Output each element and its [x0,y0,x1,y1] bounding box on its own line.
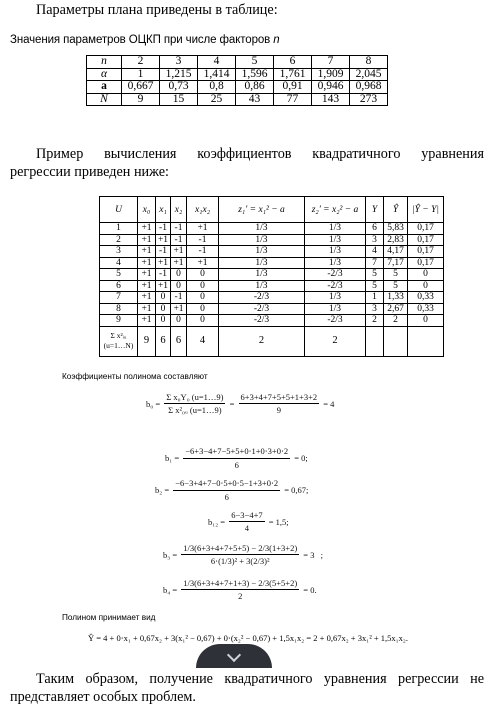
table2-cell: 0 [408,280,444,292]
formula-b4 [163,578,319,601]
table2-cell: -1 [187,246,219,258]
table2-cell: 5 [384,269,408,281]
table2-cell: 4 [100,257,138,269]
table2-row [100,280,444,292]
b0-lhs: b₀ = [146,398,161,409]
table2-cell: 7,17 [384,257,408,269]
table1-cell: 0,73 [160,81,198,94]
table1-cell: 77 [274,93,312,106]
table2-cell: +1 [187,223,219,235]
table2-cell: +1 [138,269,156,281]
table1-row [87,68,388,81]
formula-b1 [165,446,310,470]
table2-cell: 0 [171,269,187,281]
formula-b2 [155,478,310,502]
table1-cell: 2,045 [350,68,388,81]
table2-cell: -1 [171,223,187,235]
example-text-line2: регрессии приведен ниже: [10,164,169,180]
b3-numerator: 1/3(6+3+4+7+5+5) − 2/3(1+3+2) [183,543,298,553]
table1-caption-var: n [273,34,280,46]
table1-cell: 8 [350,56,388,69]
table2-cell: +1 [156,257,171,269]
table1-cell: 0,86 [236,81,274,94]
table2-cell: 5 [100,269,138,281]
table2-cell: +1 [138,315,156,327]
table2-cell: 0 [171,280,187,292]
table2-cell: -2/3 [219,292,305,304]
table2-cell: 1/3 [305,303,366,315]
table2-cell: 5 [366,269,384,281]
b2-result: = 0,67; [284,485,309,495]
table2-row [100,234,444,246]
table1-cell: 1,761 [274,68,312,81]
table2-cell: 3 [366,234,384,246]
table2-cell: 5,83 [384,223,408,235]
table2-cell: 0,33 [408,292,444,304]
table1-cell: 4 [198,56,236,69]
formula-b3 [163,543,325,567]
table2-cell: +1 [138,280,156,292]
table2-row [100,246,444,258]
table2-cell: +1 [138,303,156,315]
table2-cell: 1/3 [305,223,366,235]
table1-cell: 1,215 [160,68,198,81]
b0-denominator: Σ x²₀ᵤ (u=1…9) [168,405,222,415]
table1-cell: 0,968 [350,81,388,94]
table1-cell: 0,8 [198,81,236,94]
table2-sum-label: Σ x²ᵢᵤ (u=1…N) [100,326,138,356]
b1-denominator: 6 [234,460,239,470]
b2-denominator: 6 [224,492,229,502]
table2-cell: 0,17 [408,257,444,269]
b4-lhs: b₄ = [163,584,178,595]
table2-cell: 0 [408,315,444,327]
table2-cell: 0 [187,292,219,304]
table2-cell: 0 [156,292,171,304]
b4-numerator: 1/3(6+3+4+7+1+3) − 2/3(5+5+2) [183,578,298,588]
table1-row-header: α [87,68,122,81]
table2-cell: -2/3 [219,303,305,315]
table1-cell: 5 [236,56,274,69]
formula-b12 [208,510,291,533]
polynomial-formula: Ŷ = 4 + 0⋅x₁ + 0,67x₂ + 3(x₁² − 0,67) + 0⋅(x₂² − 0,67) + 1,5x₁x₂ = 2 + 0,67x₂ + 3x₁² + 1,5x₁x₂. [88,633,408,643]
table2-cell: 1/3 [305,257,366,269]
table2-header-cell: U [100,197,138,223]
b1-fraction [183,446,290,470]
table1-caption [10,34,280,46]
b0-fraction2 [239,392,320,415]
table2-cell: 1/3 [219,234,305,246]
table2-cell: 0 [156,315,171,327]
formula-b0 [146,392,336,415]
b0-result: = 4 [323,398,335,409]
table2-cell: 2,67 [384,303,408,315]
table2-cell: 0 [408,269,444,281]
table1-cell: 7 [312,56,350,69]
b12-lhs: b₁₂ = [208,516,226,527]
table2-cell: +1 [138,223,156,235]
table2-cell: 7 [366,257,384,269]
table2-sum-cell: 4 [187,326,219,356]
table2-cell: 5 [366,280,384,292]
polynomial-caption: Полином принимает вид [62,613,156,622]
table2-header-cell: x₁ [156,197,171,223]
b2-fraction [173,478,280,502]
b1-result: = 0; [294,453,308,463]
table1-row [87,93,388,106]
table1-cell: 1,909 [312,68,350,81]
b4-denominator: 2 [238,591,243,601]
table2-cell: -2/3 [219,315,305,327]
table2-cell: 0 [187,315,219,327]
b0-numerator: Σ x₀Y₀ (u=1…9) [166,392,224,402]
table2-cell: -1 [171,292,187,304]
table2-cell: 0,33 [408,303,444,315]
table2-cell: +1 [138,257,156,269]
b0-denominator2: 9 [276,405,281,415]
table2-cell: +1 [171,303,187,315]
b12-result: = 1,5; [268,516,289,527]
table2-cell: -2/3 [305,280,366,292]
table2-cell: 1 [366,292,384,304]
table2-sum-cell [408,326,444,356]
table1-cell: 25 [198,93,236,106]
table2-cell: 6 [366,223,384,235]
table2-cell: +1 [156,280,171,292]
table2-header-cell: Y [366,197,384,223]
table2-cell: 0,17 [408,234,444,246]
b3-lhs: b₃ = [163,550,178,560]
table1-row [87,81,388,94]
table2-row [100,223,444,235]
b1-numerator: −6+3−4+7−5+5+0⋅1+0⋅3+0⋅2 [183,446,290,459]
table2-row [100,315,444,327]
table2-cell: 0 [156,303,171,315]
table2-cell: 4,17 [384,246,408,258]
table1-cell: 1,414 [198,68,236,81]
b12-fraction [229,510,264,533]
table2-header-cell: x₂ [171,197,187,223]
table2-sum-row [100,326,444,356]
table2-cell: 1/3 [305,292,366,304]
table2-header-cell: x₀ [138,197,156,223]
table2-cell: -2/3 [305,269,366,281]
table2-cell: 6 [100,280,138,292]
table2-cell: +1 [138,292,156,304]
regression-table [99,196,444,357]
table2-header-cell: Ŷ [384,197,408,223]
table2-cell: 0 [187,303,219,315]
b2-numerator: −6−3+4+7−0⋅5+0⋅5−1+3+0⋅2 [173,478,280,491]
scroll-down-button[interactable] [196,644,272,668]
table2-row [100,257,444,269]
table1-cell: 1 [122,68,160,81]
table2-sum-cell: 6 [171,326,187,356]
b0-fraction [164,392,225,415]
table2-cell: 3 [100,246,138,258]
table1-row-header: N [87,93,122,106]
table1-cell: 143 [312,93,350,106]
table2-sum-cell [384,326,408,356]
conclusion-text-line1: Таким образом, получение квадратичного уравнения регрессии не [36,671,484,687]
coefficients-caption: Коэффициенты полинома составляют [62,372,208,381]
b0-numerator2: 6+3+4+7+5+5+1+3+2 [240,392,318,402]
table1-cell: 1,596 [236,68,274,81]
table1-cell: 2 [122,56,160,69]
table2-sum-cell: 2 [305,326,366,356]
table2-cell: 1 [100,223,138,235]
table2-cell: 4 [366,246,384,258]
table2-cell: 0 [171,315,187,327]
chevron-down-icon [227,648,241,662]
table2-cell: 7 [100,292,138,304]
table1-row-header: a [87,81,122,94]
table2-cell: -1 [156,246,171,258]
table1-cell: 3 [160,56,198,69]
b4-fraction [181,578,299,601]
table2-cell: 0,17 [408,246,444,258]
intro-text: Параметры плана приведены в таблице: [36,2,278,18]
table1-cell: 0,946 [312,81,350,94]
table2-header-cell: x₁x₂ [187,197,219,223]
table2-cell: -1 [187,234,219,246]
table2-cell: 0 [187,269,219,281]
table1-row-header: n [87,56,122,69]
table2-sum-cell: 2 [219,326,305,356]
b4-result: = 0. [303,584,317,595]
table2-cell: 1/3 [305,246,366,258]
plan-parameters-table [86,55,388,106]
conclusion-text-line2: представляет особых проблем. [10,689,196,705]
table1-cell: 0,667 [122,81,160,94]
table2-cell: 2 [366,315,384,327]
b12-numerator: 6−3−4+7 [231,510,263,520]
table2-cell: 9 [100,315,138,327]
table1-cell: 0,91 [274,81,312,94]
b0-equals: = [229,398,235,409]
table1-cell: 6 [274,56,312,69]
table2-cell: 2 [384,315,408,327]
table2-sum-cell: 6 [156,326,171,356]
table2-cell: 1/3 [219,223,305,235]
table2-cell: 1/3 [219,280,305,292]
b3-fraction [181,543,299,567]
table2-cell: 1/3 [305,234,366,246]
b12-denominator: 4 [244,523,250,533]
table2-cell: -2/3 [305,315,366,327]
table1-cell: 43 [236,93,274,106]
table2-cell: 1,33 [384,292,408,304]
table2-sum-cell: 9 [138,326,156,356]
table2-cell: +1 [156,234,171,246]
b2-lhs: b₂ = [155,485,170,495]
table2-header-cell: |Ŷ − Y| [408,197,444,223]
table1-row [87,56,388,69]
b3-result: = 3 [303,550,315,560]
example-text-line1: Пример вычисления коэффициентов квадратичного уравнения [36,146,484,162]
b3-denominator: 6⋅(1/3)² + 3(2/3)² [210,556,270,566]
table2-cell: 1/3 [219,257,305,269]
table1-caption-text: Значения параметров ОЦКП при числе факторов [10,34,274,46]
table2-cell: +1 [187,257,219,269]
table2-row [100,269,444,281]
table1-cell: 15 [160,93,198,106]
table2-cell: -1 [156,269,171,281]
table2-cell: 5 [384,280,408,292]
table2-cell: 2,83 [384,234,408,246]
table2-cell: 0 [187,280,219,292]
table2-header-cell: z₂′ = x₂² − a [305,197,366,223]
table2-cell: 2 [100,234,138,246]
b3-semicolon: ; [320,550,323,560]
table1-cell: 273 [350,93,388,106]
table2-cell: +1 [138,246,156,258]
table2-cell: 1/3 [219,269,305,281]
table2-row [100,303,444,315]
table2-cell: +1 [171,246,187,258]
table2-cell: -1 [171,234,187,246]
table2-cell: 1/3 [219,246,305,258]
table1-cell: 9 [122,93,160,106]
table2-row [100,292,444,304]
table2-cell: +1 [138,234,156,246]
table2-cell: 0,17 [408,223,444,235]
table2-cell: -1 [156,223,171,235]
table2-cell: 3 [366,303,384,315]
b1-lhs: b₁ = [165,453,180,463]
table2-sum-cell [366,326,384,356]
table2-header-cell: z₁′ = x₁² − a [219,197,305,223]
table2-cell: +1 [171,257,187,269]
table2-cell: 8 [100,303,138,315]
